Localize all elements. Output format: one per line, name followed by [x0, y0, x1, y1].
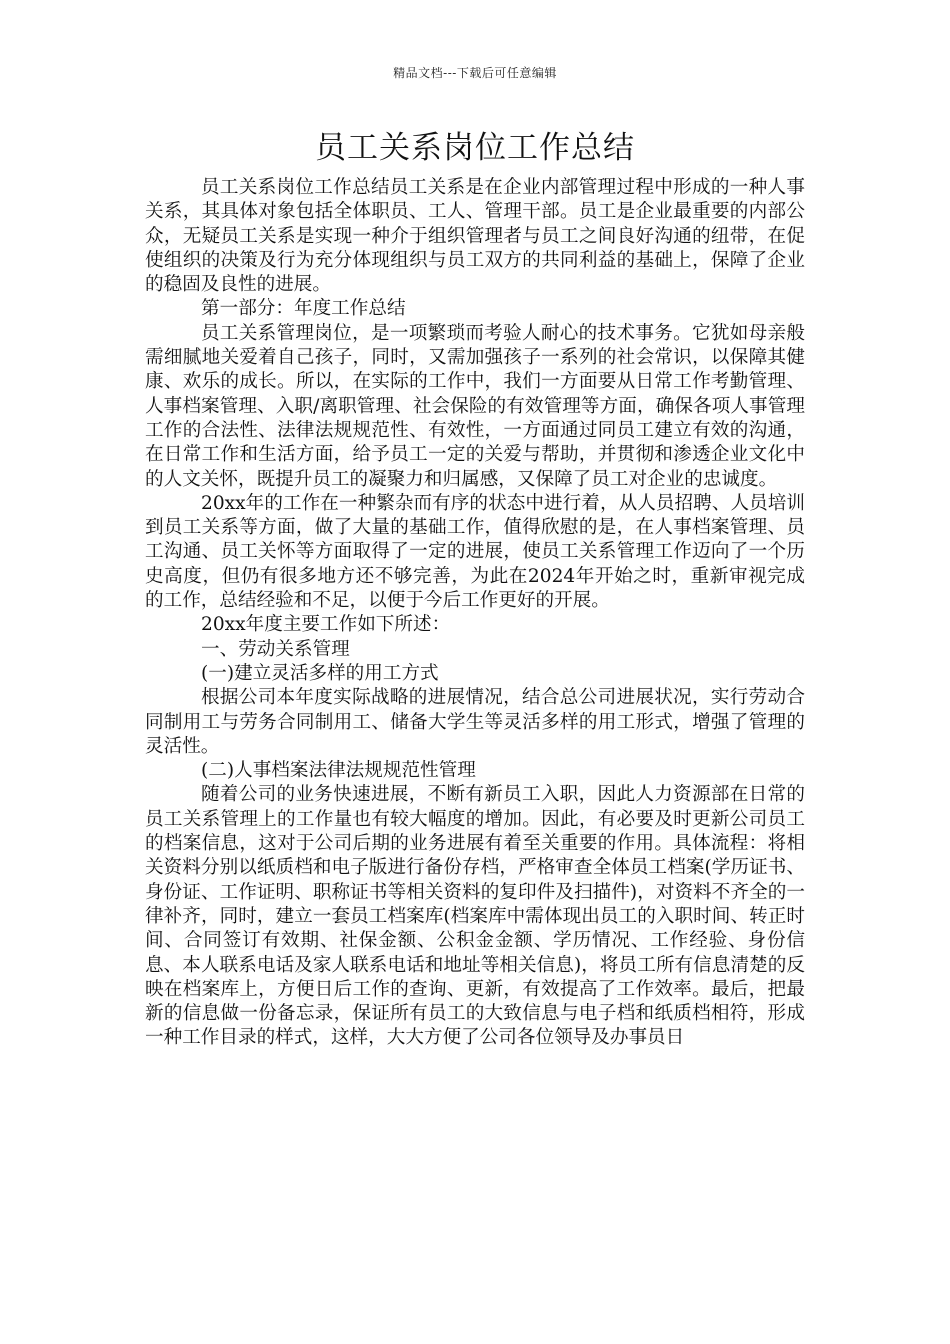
paragraph-personnel-files: 随着公司的业务快速进展，不断有新员工入职，因此人力资源部在日常的员工关系管理上的工作量也有较大幅度的增加。因此，有必要及时更新公司员工的档案信息，这对于公司后期的业务进展有着至关重要的作用。具体流程：将相关资料分别以纸质档和电子版进行备份存档，严格审查全体员工档案(学历证书、身份证、工作证明、职称证书等相关资料的复印件及扫描件)，对资料不齐全的一律补齐，同时，建立一套员工档案库(档案库中需体现出员工的入职时间、转正时间、合同签订有效期、社保金额、公积金金额、学历情况、工作经验、身份信息、本人联系电话及家人联系电话和地址等相关信息)，将员工所有信息清楚的反映在档案库上，方便日后工作的查询、更新，有效提高了工作效率。最后，把最新的信息做一份备忘录，保证所有员工的大致信息与电子档和纸质档相符，形成一种工作目录的样式，这样，大大方便了公司各位领导及办事员日: [145, 784, 805, 1049]
document-title: 员工关系岗位工作总结: [315, 130, 635, 166]
subheading-flexible-employment: (一)建立灵活多样的用工方式: [201, 662, 439, 684]
document-body: [145, 176, 805, 1051]
paragraph-role-description: 员工关系管理岗位，是一项繁琐而考验人耐心的技术事务。它犹如母亲般需细腻地关爱着自己孩子，同时，又需加强孩子一系列的社会常识，以保障其健康、欢乐的成长。所以，在实际的工作中，我们一方面要从日常工作考勤管理、人事档案管理、入职/离职管理、社会保险的有效管理等方面，确保各项人事管理工作的合法性、法律法规规范性、有效性，一方面通过同员工建立有效的沟通，在日常工作和生活方面，给予员工一定的关爱与帮助，并贯彻和渗透企业文化中的人文关怀，既提升员工的凝聚力和归属感，又保障了员工对企业的忠诚度。: [145, 322, 805, 490]
paragraph-flexible-employment: 根据公司本年度实际战略的进展情况，结合总公司进展状况，实行劳动合同制用工与劳务合同制用工、储备大学生等灵活多样的用工形式，增强了管理的灵活性。: [145, 687, 805, 757]
header-note: 精品文档---下载后可任意编辑: [393, 66, 557, 80]
subheading-personnel-files: (二)人事档案法律法规规范性管理: [201, 760, 476, 782]
section-heading-labor-relations: 一、劳动关系管理: [201, 638, 350, 660]
paragraph-intro: 员工关系岗位工作总结员工关系是在企业内部管理过程中形成的一种人事关系，其具体对象包括全体职员、工人、管理干部。员工是企业最重要的内部公众，无疑员工关系是实现一种介于组织管理者与员工之间良好沟通的纽带，在促使组织的决策及行为充分体现组织与员工双方的共同利益的基础上，保障了企业的稳固及良性的进展。: [145, 177, 805, 296]
paragraph-main-work-intro: 20xx年度主要工作如下所述：: [201, 614, 451, 636]
section-heading-part-one: 第一部分：年度工作总结: [201, 298, 406, 320]
paragraph-year-review: 20xx年的工作在一种繁杂而有序的状态中进行着，从人员招聘、人员培训到员工关系等方面，做了大量的基础工作，值得欣慰的是，在人事档案管理、员工沟通、员工关怀等方面取得了一定的进展，使员工关系管理工作迈向了一个历史高度，但仍有很多地方还不够完善，为此在2024年开始之时，重新审视完成的工作，总结经验和不足，以便于今后工作更好的开展。: [145, 492, 805, 612]
